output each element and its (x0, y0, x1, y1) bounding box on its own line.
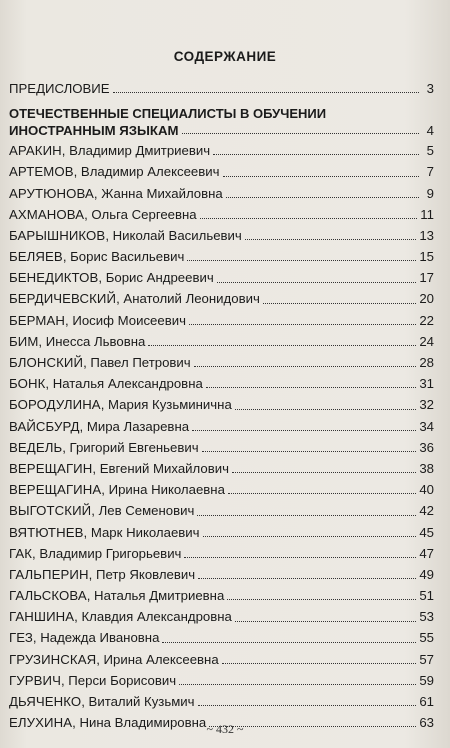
toc-entry-surname: АХМАНОВА (9, 206, 85, 222)
dot-leader (263, 303, 417, 304)
toc-page-number: 40 (419, 482, 434, 498)
toc-page-number: 34 (419, 418, 434, 434)
toc-entry-surname: ВЕДЕЛЬ (9, 439, 63, 455)
toc-entry-surname: БИМ (9, 333, 39, 349)
toc-page-number: 17 (419, 270, 434, 286)
toc-entry-given-name: , Анатолий Леонидович (116, 291, 260, 307)
toc-entry-surname: БЕРДИЧЕВСКИЙ (9, 291, 117, 307)
dot-leader (213, 154, 419, 155)
toc-entry-surname: БОНК (9, 376, 46, 392)
toc-entry-given-name: , Евгений Михайлович (92, 460, 229, 476)
toc-entry (9, 416, 434, 437)
toc-entry-given-name: , Жанна Михайловна (93, 185, 223, 201)
toc-page-number: 13 (419, 227, 434, 243)
toc-page-number: 47 (419, 545, 434, 561)
toc-entry-label: ПРЕДИСЛОВИЕ (9, 80, 110, 96)
toc-page-number: 59 (419, 672, 434, 688)
toc-page-number: 15 (419, 249, 434, 265)
toc-entry (9, 310, 434, 331)
toc-entry (9, 373, 434, 394)
toc-entry (9, 140, 434, 161)
toc-entry (9, 246, 434, 267)
dot-leader (179, 684, 416, 685)
toc-page-number: 3 (426, 80, 434, 96)
dot-leader (203, 536, 417, 537)
toc-entry (9, 670, 434, 691)
toc-entry (9, 543, 434, 564)
toc-entry-given-name: , Нина Владимировна (72, 715, 207, 731)
toc-page-number: 55 (419, 630, 434, 646)
dot-leader (222, 663, 417, 664)
dot-leader (187, 260, 416, 261)
dot-leader (228, 493, 416, 494)
toc-entry (9, 628, 434, 649)
toc-page-number: 61 (419, 694, 434, 710)
toc-page-number: 32 (419, 397, 434, 413)
toc-entry-given-name: , Николай Васильевич (105, 227, 242, 243)
toc-page-number: 36 (419, 439, 434, 455)
toc-entry-given-name: , Лев Семенович (91, 503, 195, 519)
toc-entry-surname: ВЕРЕЩАГИН (9, 460, 93, 476)
dot-leader (162, 642, 416, 643)
toc-entry (9, 458, 434, 479)
toc-page-number: 31 (419, 376, 434, 392)
toc-page-number: 51 (419, 588, 434, 604)
toc-entry-surname: ВЫГОТСКИЙ (9, 503, 92, 519)
toc-entry-surname: АРТЕМОВ (9, 164, 74, 180)
toc-page-number: 45 (419, 524, 434, 540)
toc-entry (9, 267, 434, 288)
toc-entry-preface (9, 78, 434, 99)
dot-leader (235, 409, 417, 410)
toc-entry-given-name: , Марк Николаевич (83, 524, 200, 540)
toc-entry-surname: БЛОНСКИЙ (9, 355, 84, 371)
toc-entry (9, 394, 434, 415)
dot-leader (223, 176, 420, 177)
dot-leader (198, 578, 416, 579)
toc-entry (9, 183, 434, 204)
toc-entry-surname: ГЕЗ (9, 630, 33, 646)
toc-entry-given-name: , Борис Васильевич (62, 249, 185, 265)
toc-page-number: 22 (419, 312, 434, 328)
toc-entry-given-name: , Владимир Алексеевич (73, 164, 220, 180)
toc-entry-surname: БАРЫШНИКОВ (9, 227, 106, 243)
toc-page-number: 5 (426, 143, 434, 159)
section-heading-line2: ИНОСТРАННЫМ ЯЗЫКАМ (9, 123, 179, 139)
toc-entry-given-name: , Борис Андреевич (98, 270, 214, 286)
toc-page-number: 28 (419, 355, 434, 371)
toc-page-number: 57 (419, 651, 434, 667)
toc-page-number: 42 (419, 503, 434, 519)
toc-entry-surname: АРАКИН (9, 143, 62, 159)
toc-entry-surname: ГАЛЬСКОВА (9, 588, 87, 604)
toc-entry (9, 204, 434, 225)
toc-entry-given-name: , Надежда Ивановна (32, 630, 160, 646)
toc-page-number: 24 (419, 333, 434, 349)
toc-entry-given-name: , Владимир Григорьевич (32, 545, 182, 561)
toc-entry-surname: ГАК (9, 545, 33, 561)
toc-entry-given-name: , Виталий Кузьмич (81, 694, 195, 710)
dot-leader (194, 366, 417, 367)
toc-entry-surname: ВЕРЕЩАГИНА (9, 482, 102, 498)
toc-entry-given-name: , Наталья Александровна (45, 376, 203, 392)
toc-entry-surname: ГУРВИЧ (9, 672, 61, 688)
toc-entry (9, 331, 434, 352)
toc-entry-given-name: , Иосиф Моисеевич (65, 312, 186, 328)
dot-leader (182, 133, 420, 134)
toc-entry-given-name: , Клавдия Александровна (74, 609, 232, 625)
toc-entry-surname: АРУТЮНОВА (9, 185, 94, 201)
toc-entry-surname: БЕЛЯЕВ (9, 249, 63, 265)
table-of-contents (9, 78, 434, 733)
dot-leader (148, 345, 416, 346)
dot-leader (202, 451, 417, 452)
toc-page-number: 38 (419, 460, 434, 476)
dot-leader (198, 705, 417, 706)
toc-entry-given-name: , Мира Лазаревна (79, 418, 190, 434)
toc-entry (9, 289, 434, 310)
dot-leader (226, 197, 419, 198)
dot-leader (227, 599, 416, 600)
toc-entry-given-name: , Павел Петрович (83, 355, 191, 371)
toc-entry-given-name: , Ирина Алексеевна (96, 651, 219, 667)
toc-entry-surname: ДЬЯЧЕНКО (9, 694, 82, 710)
toc-page-number: 9 (426, 185, 434, 201)
toc-page-number: 11 (420, 206, 434, 222)
toc-page-number: 20 (419, 291, 434, 307)
toc-entry-given-name: , Наталья Дмитриевна (86, 588, 225, 604)
dot-leader (235, 621, 416, 622)
toc-entry-surname: ГАНШИНА (9, 609, 75, 625)
toc-entry-surname: БЕНЕДИКТОВ (9, 270, 99, 286)
toc-page-number: 7 (426, 164, 434, 180)
toc-entry (9, 500, 434, 521)
dot-leader (192, 430, 416, 431)
toc-page-number: 53 (419, 609, 434, 625)
toc-entry (9, 352, 434, 373)
toc-entry-surname: ГРУЗИНСКАЯ (9, 651, 97, 667)
toc-entry-surname: БЕРМАН (9, 312, 66, 328)
dot-leader (189, 324, 416, 325)
toc-entry (9, 479, 434, 500)
dot-leader (113, 92, 419, 93)
toc-entry-given-name: , Перси Борисович (60, 672, 177, 688)
toc-entry-given-name: , Ольга Сергеевна (84, 206, 197, 222)
toc-page-number: 49 (419, 566, 434, 582)
section-heading-line2-row (9, 122, 434, 140)
toc-entry (9, 585, 434, 606)
toc-entry (9, 606, 434, 627)
toc-entry-given-name: , Мария Кузьминична (100, 397, 232, 413)
toc-entry (9, 161, 434, 182)
toc-entry (9, 437, 434, 458)
dot-leader (245, 239, 417, 240)
toc-entry-given-name: , Владимир Дмитриевич (61, 143, 211, 159)
dot-leader (200, 218, 418, 219)
toc-entry (9, 225, 434, 246)
toc-entry-surname: БОРОДУЛИНА (9, 397, 101, 413)
section-heading-line1: ОТЕЧЕСТВЕННЫЕ СПЕЦИАЛИСТЫ В ОБУЧЕНИИ (9, 106, 327, 122)
toc-entry-given-name: , Ирина Николаевна (101, 482, 225, 498)
toc-entries-list (9, 140, 434, 733)
toc-entry-given-name: , Инесса Львовна (38, 333, 146, 349)
dot-leader (184, 557, 416, 558)
toc-entry-surname: ВАЙСБУРД (9, 418, 80, 434)
toc-page-number: 63 (419, 715, 434, 731)
toc-section-heading (9, 106, 434, 140)
dot-leader (232, 472, 416, 473)
toc-entry-surname: ЕЛУХИНА (9, 715, 73, 731)
dot-leader (197, 515, 416, 516)
page-number-footer: ~ 432 ~ (206, 722, 244, 736)
toc-entry (9, 522, 434, 543)
toc-entry (9, 564, 434, 585)
toc-entry-surname: ВЯТЮТНЕВ (9, 524, 84, 540)
page-title: СОДЕРЖАНИЕ (173, 49, 277, 64)
toc-entry-given-name: , Петр Яковлевич (88, 566, 196, 582)
toc-entry (9, 691, 434, 712)
toc-entry-surname: ГАЛЬПЕРИН (9, 566, 89, 582)
toc-entry (9, 649, 434, 670)
dot-leader (206, 387, 417, 388)
toc-entry-given-name: , Григорий Евгеньевич (62, 439, 199, 455)
toc-page-number: 4 (426, 123, 434, 139)
dot-leader (217, 282, 417, 283)
